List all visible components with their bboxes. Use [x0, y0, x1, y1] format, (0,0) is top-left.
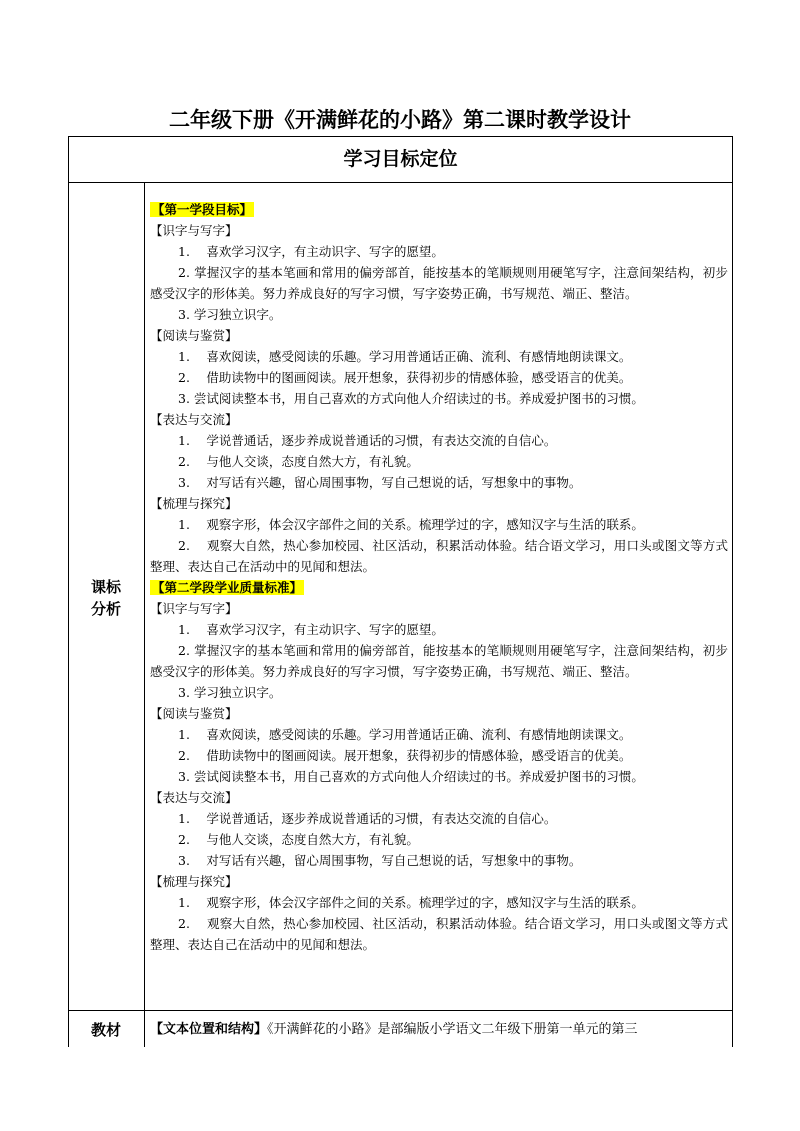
stage-goal-tag: [150, 199, 728, 220]
goal-item: 2. 借助读物中的图画阅读。展开想象，获得初步的情感体验，感受语言的优美。: [178, 370, 632, 385]
goal-item: 3. 对写话有兴趣，留心周围事物，写自己想说的话，写想象中的事物。: [178, 475, 582, 490]
group-heading: 【梳理与探究】: [150, 496, 238, 511]
goal-item: 1. 学说普通话，逐步养成说普通话的习惯，有表达交流的自信心。: [178, 811, 557, 826]
goal-item: 3. 学习独立识字。: [178, 307, 282, 322]
highlighted-tag: 【第一学段目标】: [152, 202, 253, 217]
table-divider-header: [68, 182, 733, 183]
row-label-line: 分析: [90, 600, 121, 618]
goal-item: 1. 喜欢学习汉字，有主动识字、写字的愿望。: [178, 622, 444, 637]
goal-item: 1. 观察字形，体会汉字部件之间的关系。梳理学过的字，感知汉字与生活的联系。: [178, 895, 644, 910]
group-heading: 【梳理与探究】: [150, 874, 238, 889]
textbook-structure-text: 《开满鲜花的小路》是部编版小学语文二年级下册第一单元的第三: [267, 1022, 638, 1037]
goal-item: 1. 喜欢学习汉字，有主动识字、写字的愿望。: [178, 244, 444, 259]
goal-item: 1. 观察字形，体会汉字部件之间的关系。梳理学过的字，感知汉字与生活的联系。: [178, 517, 644, 532]
table-border-left: [68, 136, 69, 1047]
group-heading: 【阅读与鉴赏】: [150, 706, 238, 721]
group-heading: 【识字与写字】: [150, 223, 238, 238]
row-label-curriculum: [70, 576, 142, 620]
goal-item: 1. 学说普通话，逐步养成说普通话的习惯，有表达交流的自信心。: [178, 433, 557, 448]
table-border-right: [732, 136, 733, 1047]
goal-item: 2. 与他人交谈，态度自然大方，有礼貌。: [178, 454, 419, 469]
goal-item: 2. 掌握汉字的基本笔画和常用的偏旁部首，能按基本的笔顺规则用硬笔写字，注意间架结构，初步感受汉字的形体美。努力养成良好的写字习惯，写字姿势正确，书写规范、端正、整洁。: [150, 265, 728, 301]
goal-item: 3. 尝试阅读整本书，用自己喜欢的方式向他人介绍读过的书。养成爱护图书的习惯。: [178, 391, 644, 406]
stage-goal-tag: [150, 577, 728, 598]
group-heading: 【表达与交流】: [150, 412, 238, 427]
row-label-textbook: 教材: [90, 1021, 121, 1039]
goal-item: 1. 喜欢阅读，感受阅读的乐趣。学习用普通话正确、流利、有感情地朗读课文。: [178, 727, 632, 742]
goal-item: 2. 与他人交谈，态度自然大方，有礼貌。: [178, 832, 419, 847]
goal-item: 2. 借助读物中的图画阅读。展开想象，获得初步的情感体验，感受语言的优美。: [178, 748, 632, 763]
goal-item: 2. 观察大自然，热心参加校园、社区活动，积累活动体验。结合语文学习，用口头或图文等方式整理、表达自己在活动中的见闻和想法。: [150, 538, 728, 574]
goal-item: 3. 学习独立识字。: [178, 685, 282, 700]
table-divider-row: [68, 1010, 733, 1011]
goal-item: 2. 观察大自然，热心参加校园、社区活动，积累活动体验。结合语文学习，用口头或图文等方式整理、表达自己在活动中的见闻和想法。: [150, 916, 728, 952]
document-title: 二年级下册《开满鲜花的小路》第二课时教学设计: [169, 108, 631, 132]
highlighted-tag: 【第二学段学业质量标准】: [152, 580, 303, 595]
group-heading: 【阅读与鉴赏】: [150, 328, 238, 343]
goal-item: 1. 喜欢阅读，感受阅读的乐趣。学习用普通话正确、流利、有感情地朗读课文。: [178, 349, 632, 364]
textbook-structure-label: 【文本位置和结构】: [150, 1022, 268, 1037]
group-heading: 【识字与写字】: [150, 601, 238, 616]
textbook-analysis: [150, 1019, 728, 1041]
goal-item: 3. 对写话有兴趣，留心周围事物，写自己想说的话，写想象中的事物。: [178, 853, 582, 868]
goal-item: 3. 尝试阅读整本书，用自己喜欢的方式向他人介绍读过的书。养成爱护图书的习惯。: [178, 769, 644, 784]
row-label-line: 课标: [90, 578, 121, 596]
goal-item: 2. 掌握汉字的基本笔画和常用的偏旁部首，能按基本的笔顺规则用硬笔写字，注意间架结构，初步感受汉字的形体美。努力养成良好的写字习惯，写字姿势正确，书写规范、端正、整洁。: [150, 643, 728, 679]
table-column-divider: [144, 182, 145, 1047]
curriculum-content: [150, 199, 728, 955]
group-heading: 【表达与交流】: [150, 790, 238, 805]
section-header: 学习目标定位: [343, 148, 458, 170]
